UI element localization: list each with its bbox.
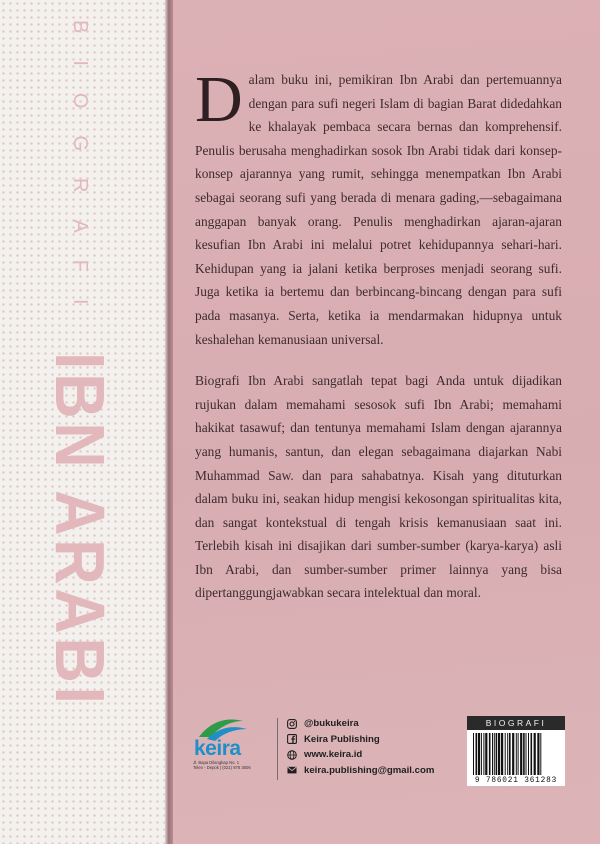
barcode-bars xyxy=(473,733,559,775)
contact-text: Keira Publishing xyxy=(304,733,380,745)
contact-website[interactable] xyxy=(287,747,434,763)
address-line-2: Telen - Depok | (021) 876 3606 xyxy=(193,765,251,770)
isbn-number: 9 786021 361283 xyxy=(474,777,558,785)
publisher-divider xyxy=(277,718,278,780)
email-icon xyxy=(287,765,297,775)
blurb-paragraph-2: Biografi Ibn Arabi sangatlah tepat bagi Anda untuk dijadikan rujukan dalam memahami sesosok sufi Ibn Arabi; memahami hakikat tasawuf; dan tentunya memahami Islam dengan ajarannya yang humanis, santun, dan elegan sebagaimana diajarkan Nabi Muhammad Saw. dan para sahabatnya. Kisah yang dituturkan dalam buku ini, seakan hidup mengisi kekosongan spiritualitas kita, dan sangat kontekstual di tengah krisis kemanusiaan saat ini. Terlebih kisah ini disajikan dari sumber-sumber (karya-karya) asli Ibn Arabi, dan sumber-sumber primer lainnya yang bisa dipertanggungjawabkan secara intelektual dan moral. xyxy=(195,373,562,601)
barcode-bar xyxy=(516,733,517,775)
barcode-bar xyxy=(476,733,478,775)
contact-facebook[interactable] xyxy=(287,732,434,748)
address-line-1: Jl. Bapa Dilangkap No. 1 xyxy=(193,760,240,765)
publisher-name: keira xyxy=(194,737,241,760)
contact-text: @bukukeira xyxy=(304,718,359,730)
barcode-bar xyxy=(494,733,495,775)
barcode-bar xyxy=(501,733,503,775)
barcode-bar xyxy=(520,733,522,775)
isbn-barcode-block xyxy=(467,716,565,786)
barcode-bar xyxy=(528,733,529,775)
publisher-address xyxy=(193,760,273,770)
drop-cap: D xyxy=(195,63,243,136)
barcode-bar xyxy=(540,733,541,775)
publisher-logo-block xyxy=(193,707,273,777)
barcode-bar xyxy=(473,733,474,775)
spine-book-title: IBN ARABI xyxy=(41,351,119,708)
barcode-bar xyxy=(531,733,533,775)
barcode-bar xyxy=(481,733,482,775)
globe-icon xyxy=(287,750,297,760)
barcode-bar xyxy=(489,733,491,775)
instagram-icon xyxy=(287,719,297,729)
contact-text: keira.publishing@gmail.com xyxy=(304,764,435,776)
barcode-bar xyxy=(483,733,484,775)
category-label: BIOGRAFI xyxy=(467,716,565,730)
blurb-paragraph-1 xyxy=(195,63,562,351)
barcode-bar xyxy=(478,733,480,775)
barcode-bar xyxy=(505,733,506,775)
barcode-bar xyxy=(526,733,527,775)
barcode-bar xyxy=(512,733,514,775)
barcode-bar xyxy=(523,733,525,775)
blurb-text xyxy=(195,63,562,623)
barcode-bar xyxy=(507,733,508,775)
barcode-bar xyxy=(509,733,511,775)
barcode-bar xyxy=(518,733,519,775)
contact-email[interactable] xyxy=(287,763,434,779)
spine-category-label: BIOGRAFI xyxy=(69,20,92,332)
barcode-bar xyxy=(498,733,500,775)
contact-text: www.keira.id xyxy=(304,749,363,761)
barcode-panel xyxy=(467,730,565,786)
barcode-bar xyxy=(534,733,536,775)
spine-title xyxy=(40,20,120,747)
barcode-bar xyxy=(492,733,493,775)
spine-divider xyxy=(165,0,173,844)
contact-list xyxy=(287,716,434,778)
blurb-paragraph-1-text: alam buku ini, pemikiran Ibn Arabi dan pertemuannya dengan para sufi negeri Islam di bagian Barat didedahkan ke khalayak pembaca secara bernas dan komprehensif. Penulis berusaha menghadirkan sosok Ibn Arabi tidak dari konsep-konsep ajarannya yang rumit, sehingga menempatkan Ibn Arabi sebagai seorang sufi yang berada di menara gading,—sebagaimana anggapan banyak orang. Penulis menghadirkan ajaran-ajaran kesufian Ibn Arabi ini melalui potret kehidupannya sehari-hari. Kehidupan yang ia jalani ketika berproses menjadi seorang sufi. Juga ketika ia bertemu dan berbincang-bincang dengan para sufi pada masanya. Serta, ketika ia mendarmakan hidupnya untuk keshalehan kemanusiaan universal. xyxy=(195,72,562,347)
barcode-bar xyxy=(537,733,539,775)
contact-instagram[interactable] xyxy=(287,716,434,732)
barcode-bar xyxy=(496,733,498,775)
facebook-icon xyxy=(287,734,297,744)
barcode-bar xyxy=(485,733,487,775)
